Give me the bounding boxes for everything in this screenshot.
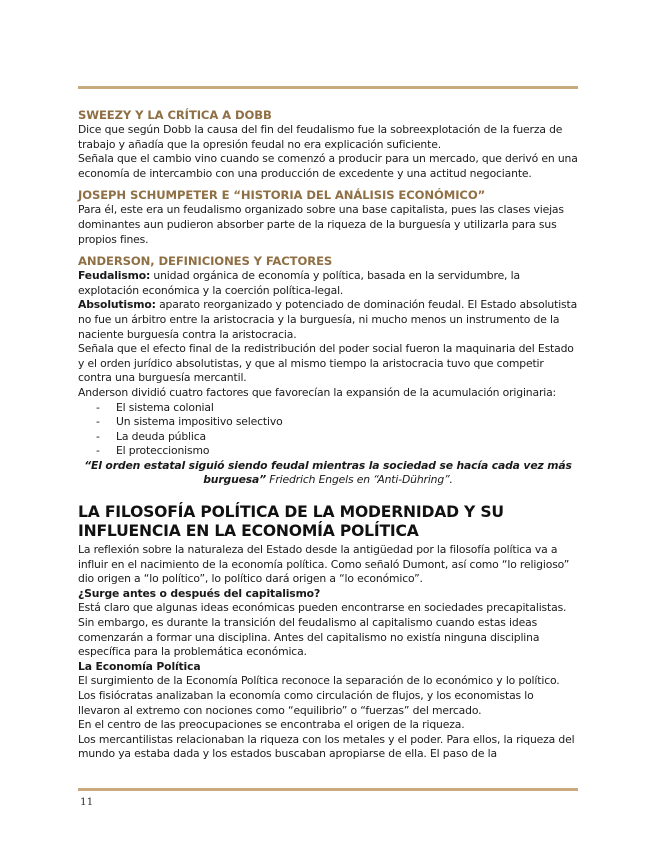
paragraph: Está claro que algunas ideas económicas pueden encontrarse en sociedades precapitalistas. Sin embargo, es durante la transición del feudalismo al capitalismo cuando estas ideas comenzarán a formar una disciplina. Antes del capitalismo no existía ninguna disciplina específica para la problemática económica.: [78, 601, 567, 659]
section-heading-sweezy: SWEEZY Y LA CRÍTICA A DOBB: [78, 108, 272, 122]
definition-absolutismo: [78, 298, 578, 342]
paragraph: Anderson dividió cuatro factores que favorecían la expansión de la acumulación originaria:: [78, 385, 557, 399]
subheading-surge: ¿Surge antes o después del capitalismo?: [78, 586, 321, 600]
engels-quote: [78, 459, 578, 488]
page-number: 11: [80, 796, 94, 808]
page-content: [78, 108, 578, 762]
paragraph: Para él, este era un feudalismo organizado sobre una base capitalista, pues las clases viejas dominantes aun pudieron absorber parte de la riqueza de la burguesía y utilizarla para sus propios fines.: [78, 203, 564, 246]
list-item: - La deuda pública: [96, 430, 578, 445]
section-heading-schumpeter: JOSEPH SCHUMPETER E “HISTORIA DEL ANÁLISIS ECONÓMICO”: [78, 188, 486, 203]
paragraph: En el centro de las preocupaciones se encontraba el origen de la riqueza.: [78, 718, 465, 732]
top-rule: [78, 86, 578, 89]
bottom-rule: [78, 788, 578, 791]
quote-text: “El orden estatal siguió siendo feudal mientras la sociedad se hacía cada vez más burguesa”: [84, 458, 572, 487]
paragraph: Señala que el cambio vino cuando se comenzó a producir para un mercado, que derivó en una economía de intercambio con una producción de excedente y una actitud negociante.: [78, 152, 578, 180]
quote-citation: Friedrich Engels en “Anti-Dühring”.: [266, 473, 453, 487]
list-item: - El proteccionismo: [96, 444, 578, 459]
term-feudalismo: Feudalismo:: [78, 269, 151, 283]
paragraph: Dice que según Dobb la causa del fin del feudalismo fue la sobreexplotación de la fuerza de trabajo y añadía que la opresión feudal no era explicación suficiente.: [78, 123, 563, 151]
definition-text: aparato reorganizado y potenciado de dominación feudal. El Estado absolutista no fue un árbitro entre la aristocracia y la burguesía, ni mucho menos un instrumento de la naciente burguesía contra la aristocracia.: [78, 298, 578, 341]
definition-feudalismo: [78, 269, 578, 298]
term-absolutismo: Absolutismo:: [78, 298, 156, 312]
paragraph: La reflexión sobre la naturaleza del Estado desde la antigüedad por la filosofía política va a influir en el nacimiento de la economía política. Como señaló Dumont, así como “lo religioso” dio origen a “lo político”, lo político dará origen a “lo económico”.: [78, 543, 570, 586]
paragraph: El surgimiento de la Economía Política reconoce la separación de lo económico y lo político. Los fisiócratas analizaban la economía como circulación de flujos, y los economistas lo llevaron al extremo con nociones como “equilibrio” o “fuerzas” del mercado.: [78, 674, 560, 717]
paragraph: Los mercantilistas relacionaban la riqueza con los metales y el poder. Para ellos, la riqueza del mundo ya estaba dada y los estados buscaban apropiarse de ella. El paso de la: [78, 732, 575, 761]
section-heading-anderson: ANDERSON, DEFINICIONES Y FACTORES: [78, 254, 333, 269]
paragraph: Señala que el efecto final de la redistribución del poder social fueron la maquinaria del Estado y el orden jurídico absolutistas, y que al mismo tiempo la aristocracia tuvo que competir contra una burguesía mercantil.: [78, 342, 574, 385]
subheading-economia-politica: La Economía Política: [78, 659, 201, 673]
chapter-heading: LA FILOSOFÍA POLÍTICA DE LA MODERNIDAD Y SU INFLUENCIA EN LA ECONOMÍA POLÍTICA: [78, 503, 504, 541]
factors-list: [78, 401, 578, 459]
list-item: - El sistema colonial: [96, 401, 578, 416]
list-item: - Un sistema impositivo selectivo: [96, 415, 578, 430]
definition-text: unidad orgánica de economía y política, basada en la servidumbre, la explotación económica y la coerción política-legal.: [78, 269, 520, 297]
